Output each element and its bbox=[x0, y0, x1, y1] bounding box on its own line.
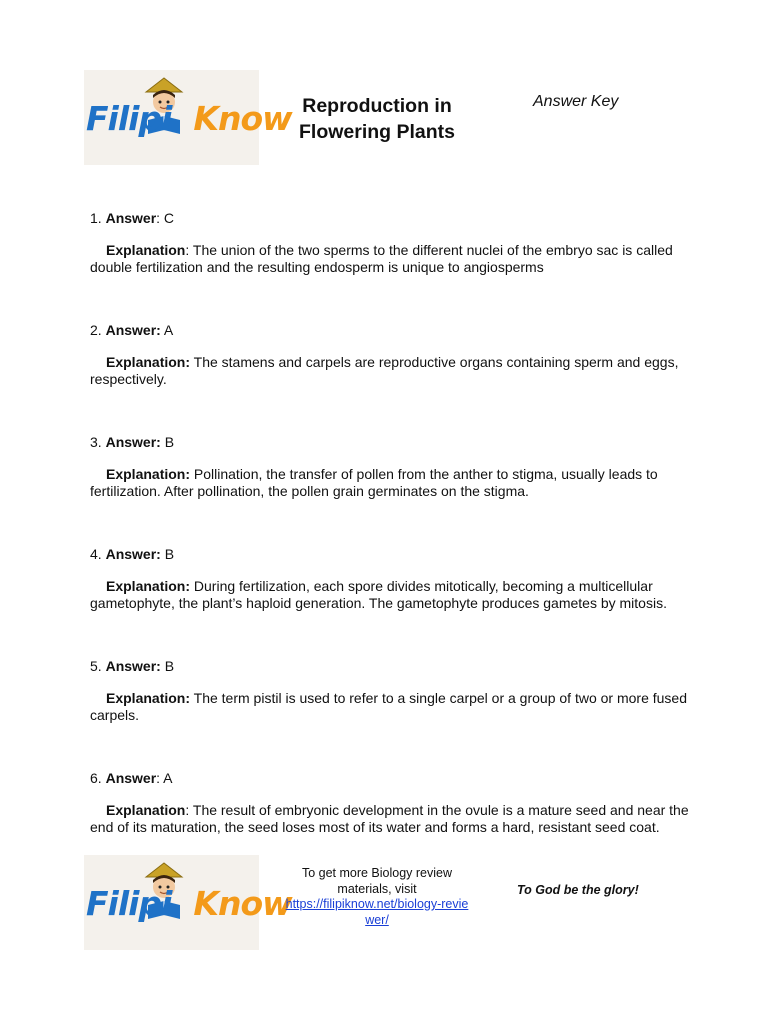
answer-item-2 bbox=[90, 322, 690, 388]
explanation-text: : The result of embryonic development in the ovule is a mature seed and near the end of its maturation, the seed loses most of its water and forms a hard, resistant seed coat. bbox=[90, 802, 689, 835]
explanation-label: Explanation: bbox=[106, 690, 191, 706]
filipiknow-footer-logo bbox=[84, 855, 292, 950]
explanation-text: Pollination, the transfer of pollen from the anther to stigma, usually leads to fertilization. After pollination, the pollen grain germinates on the stigma. bbox=[90, 466, 658, 499]
explanation bbox=[90, 466, 690, 500]
filipiknow-logo bbox=[84, 70, 292, 165]
explanation-label: Explanation bbox=[106, 802, 186, 818]
answer-line bbox=[90, 546, 690, 563]
answer-label: Answer: bbox=[105, 658, 161, 674]
explanation-text: During fertilization, each spore divides mitotically, becoming a multicellular gametophyte, the plant’s haploid generation. The gametophyte produces gametes by mitosis. bbox=[90, 578, 667, 611]
explanation bbox=[90, 690, 690, 724]
item-number: 1. bbox=[90, 210, 102, 226]
answer-label: Answer bbox=[105, 770, 157, 786]
explanation-label: Explanation: bbox=[106, 578, 191, 594]
answer-label: Answer: bbox=[105, 546, 161, 562]
footer-glory-text: To God be the glory! bbox=[517, 883, 639, 897]
title-line-1: Reproduction in bbox=[302, 95, 452, 117]
footer-promo bbox=[285, 866, 469, 928]
explanation-label: Explanation: bbox=[106, 354, 191, 370]
answer-value: B bbox=[160, 434, 175, 450]
explanation-label: Explanation bbox=[106, 242, 186, 258]
logo-text-part1: Filipi bbox=[86, 884, 172, 923]
answer-label: Answer bbox=[105, 210, 157, 226]
logo-wordmark bbox=[86, 884, 292, 923]
item-number: 3. bbox=[90, 434, 102, 450]
logo-text-part2: Know bbox=[193, 99, 292, 138]
answer-label: Answer: bbox=[105, 434, 161, 450]
answer-line bbox=[90, 434, 690, 451]
answer-item-3 bbox=[90, 434, 690, 500]
explanation bbox=[90, 242, 690, 276]
answer-item-1 bbox=[90, 210, 690, 276]
item-number: 6. bbox=[90, 770, 102, 786]
explanation bbox=[90, 354, 690, 388]
logo-wordmark bbox=[86, 99, 292, 138]
logo-text-part2: Know bbox=[193, 884, 292, 923]
page-title bbox=[277, 93, 477, 145]
answer-key-label: Answer Key bbox=[533, 93, 619, 110]
answer-value: A bbox=[160, 322, 174, 338]
logo-text-part1: Filipi bbox=[86, 99, 172, 138]
answer-line bbox=[90, 210, 690, 227]
item-number: 2. bbox=[90, 322, 102, 338]
explanation-text: The term pistil is used to refer to a single carpel or a group of two or more fused carpels. bbox=[90, 690, 687, 723]
answer-item-4 bbox=[90, 546, 690, 612]
answer-value: B bbox=[160, 658, 175, 674]
explanation-text: : The union of the two sperms to the different nuclei of the embryo sac is called double fertilization and the resulting endosperm is unique to angiosperms bbox=[90, 242, 673, 275]
explanation-text: The stamens and carpels are reproductive organs containing sperm and eggs, respectively. bbox=[90, 354, 679, 387]
answer-item-6 bbox=[90, 770, 690, 836]
explanation bbox=[90, 578, 690, 612]
answer-item-5 bbox=[90, 658, 690, 724]
answer-line bbox=[90, 322, 690, 339]
biology-reviewer-link[interactable]: https://filipiknow.net/biology-reviewer/ bbox=[285, 897, 469, 927]
footer-promo-text: To get more Biology review materials, visit bbox=[301, 866, 453, 896]
answer-value: B bbox=[160, 546, 175, 562]
answer-label: Answer: bbox=[105, 322, 161, 338]
explanation bbox=[90, 802, 690, 836]
item-number: 5. bbox=[90, 658, 102, 674]
item-number: 4. bbox=[90, 546, 102, 562]
answer-line bbox=[90, 770, 690, 787]
answer-value: : C bbox=[156, 210, 175, 226]
explanation-label: Explanation: bbox=[106, 466, 191, 482]
answer-value: : A bbox=[156, 770, 173, 786]
title-line-2: Flowering Plants bbox=[298, 121, 456, 143]
answer-line bbox=[90, 658, 690, 675]
